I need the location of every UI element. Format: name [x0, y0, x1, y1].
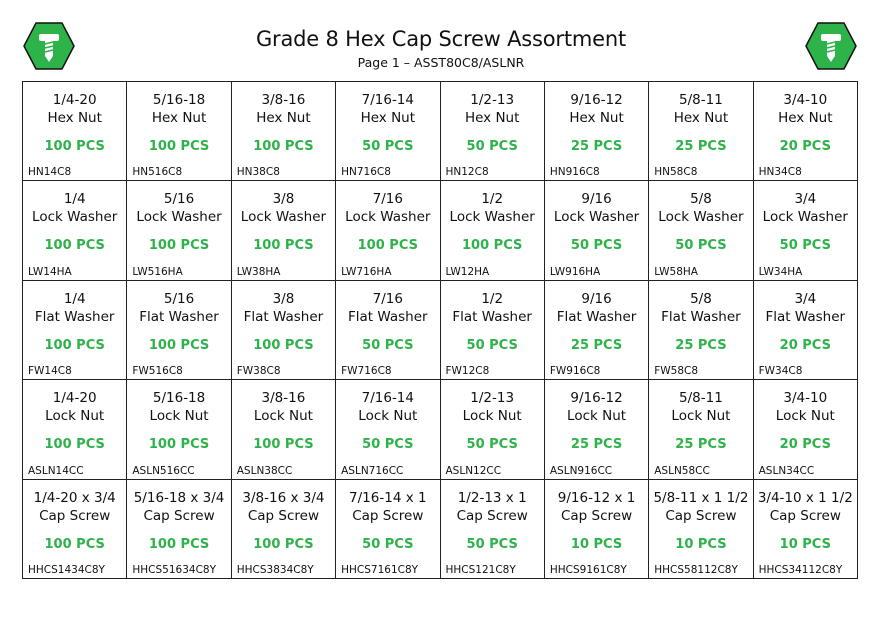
- item-type: Lock Nut: [45, 408, 105, 425]
- item-size: 7/16-14: [361, 390, 414, 407]
- item-code: HHCS58112C8Y: [654, 564, 738, 576]
- item-type: Cap Screw: [247, 507, 320, 524]
- item-size: 9/16: [581, 191, 612, 208]
- item-code: HN14C8: [28, 166, 72, 179]
- item-code: FW34C8: [758, 365, 803, 378]
- item-code: FW516C8: [132, 365, 183, 378]
- item-size: 1/4: [63, 191, 86, 208]
- hex-screw-icon: [805, 22, 857, 70]
- item-size: 3/8: [272, 191, 295, 208]
- grid-cell: [23, 480, 127, 579]
- item-quantity: 100 PCS: [253, 238, 314, 254]
- grid-cell: [545, 82, 649, 181]
- item-quantity: 50 PCS: [466, 139, 518, 154]
- grid-cell: [336, 480, 440, 579]
- item-size: 5/8-11: [679, 92, 723, 108]
- item-size: 9/16-12: [570, 390, 623, 407]
- item-code: HHCS7161C8Y: [341, 564, 419, 576]
- item-quantity: 100 PCS: [44, 337, 105, 353]
- grid-cell: [232, 480, 336, 579]
- item-quantity: 50 PCS: [466, 337, 518, 353]
- grid-cell: [441, 480, 545, 579]
- grid-cell: [649, 181, 753, 280]
- item-quantity: 100 PCS: [148, 437, 210, 453]
- item-code: ASLN38CC: [236, 464, 293, 477]
- item-type: Lock Washer: [345, 209, 431, 226]
- item-type: Lock Washer: [658, 209, 744, 226]
- item-quantity: 100 PCS: [148, 238, 210, 254]
- grid-cell: [754, 380, 858, 479]
- assortment-grid: [22, 81, 858, 579]
- item-quantity: 100 PCS: [44, 437, 105, 453]
- item-quantity: 50 PCS: [779, 238, 831, 254]
- item-quantity: 100 PCS: [148, 337, 210, 353]
- item-size: 3/4-10 x 1 1/2: [757, 489, 853, 506]
- item-quantity: 50 PCS: [570, 238, 623, 254]
- item-size: 3/8-16: [261, 390, 306, 407]
- item-size: 5/8-11 x 1 1/2: [653, 489, 749, 506]
- item-code: LW14HA: [28, 265, 72, 278]
- item-size: 5/8: [690, 290, 712, 307]
- item-code: HN38C8: [236, 166, 280, 179]
- item-code: HHCS1434C8Y: [28, 564, 105, 576]
- item-size: 3/4: [794, 191, 817, 208]
- item-size: 9/16-12 x 1: [557, 489, 636, 506]
- item-quantity: 10 PCS: [570, 536, 623, 552]
- item-code: HHCS51634C8Y: [132, 564, 216, 576]
- item-size: 5/16-18: [152, 92, 206, 108]
- item-type: Flat Washer: [34, 308, 115, 325]
- item-quantity: 25 PCS: [570, 437, 623, 453]
- grid-cell: [127, 380, 231, 479]
- item-quantity: 50 PCS: [362, 536, 414, 552]
- item-code: FW14C8: [28, 365, 72, 378]
- item-type: Lock Washer: [553, 209, 640, 226]
- item-quantity: 100 PCS: [253, 337, 314, 353]
- grid-cell: [754, 281, 858, 380]
- grid-cell: [441, 281, 545, 380]
- grid-cell: [23, 380, 127, 479]
- item-quantity: 20 PCS: [779, 437, 831, 453]
- grid-cell: [232, 380, 336, 479]
- item-type: Hex Nut: [47, 110, 102, 126]
- item-type: Lock Nut: [149, 408, 209, 425]
- item-code: LW12HA: [445, 265, 490, 278]
- item-size: 5/8-11: [679, 390, 723, 407]
- item-type: Hex Nut: [151, 110, 207, 126]
- item-quantity: 25 PCS: [675, 437, 727, 453]
- item-type: Lock Nut: [567, 408, 627, 425]
- item-size: 5/16: [163, 290, 195, 307]
- item-type: Lock Nut: [671, 408, 731, 425]
- item-code: FW916C8: [549, 365, 601, 378]
- item-size: 1/2-13: [470, 390, 515, 407]
- item-size: 9/16: [581, 290, 612, 307]
- item-quantity: 25 PCS: [675, 139, 727, 154]
- item-type: Lock Washer: [762, 209, 848, 226]
- item-code: LW58HA: [654, 265, 698, 278]
- item-type: Flat Washer: [661, 308, 741, 325]
- item-type: Cap Screw: [665, 507, 737, 524]
- page-title: Grade 8 Hex Cap Screw Assortment: [255, 27, 627, 51]
- item-type: Hex Nut: [673, 110, 729, 126]
- grid-cell: [441, 181, 545, 280]
- item-code: LW34HA: [758, 265, 803, 278]
- item-type: Cap Screw: [39, 507, 111, 524]
- item-quantity: 100 PCS: [44, 536, 105, 552]
- item-code: HHCS3834C8Y: [236, 564, 314, 576]
- item-type: Lock Washer: [32, 209, 118, 226]
- item-size: 3/4-10: [783, 92, 828, 108]
- item-quantity: 20 PCS: [779, 337, 831, 353]
- grid-cell: [545, 480, 649, 579]
- item-size: 9/16-12: [570, 92, 623, 108]
- grid-cell: [336, 82, 440, 181]
- page-header: [0, 0, 882, 80]
- item-code: ASLN12CC: [445, 464, 502, 477]
- grid-cell: [336, 281, 440, 380]
- item-code: ASLN58CC: [654, 464, 710, 477]
- item-quantity: 100 PCS: [148, 536, 210, 552]
- item-quantity: 100 PCS: [44, 139, 105, 154]
- grid-cell: [127, 181, 231, 280]
- item-type: Flat Washer: [348, 308, 428, 325]
- item-code: HHCS9161C8Y: [549, 564, 627, 576]
- item-code: FW716C8: [341, 365, 392, 378]
- item-size: 5/16-18: [152, 390, 206, 407]
- item-size: 1/2-13: [470, 92, 515, 108]
- item-quantity: 10 PCS: [779, 536, 831, 552]
- item-quantity: 100 PCS: [357, 238, 418, 254]
- item-quantity: 100 PCS: [44, 238, 105, 254]
- item-quantity: 100 PCS: [253, 139, 314, 154]
- grid-cell: [649, 480, 753, 579]
- item-quantity: 100 PCS: [462, 238, 523, 254]
- item-code: HN516C8: [132, 166, 183, 179]
- item-type: Flat Washer: [765, 308, 846, 325]
- item-quantity: 20 PCS: [779, 139, 831, 154]
- item-type: Lock Nut: [358, 408, 418, 425]
- grid-cell: [754, 82, 858, 181]
- item-size: 1/2: [481, 191, 504, 208]
- item-code: HN12C8: [445, 166, 489, 179]
- item-size: 3/8-16: [261, 92, 306, 108]
- grid-cell: [545, 281, 649, 380]
- grid-cell: [232, 281, 336, 380]
- item-size: 7/16: [372, 191, 403, 208]
- item-size: 1/4: [63, 290, 86, 307]
- item-quantity: 50 PCS: [362, 139, 414, 154]
- item-type: Flat Washer: [243, 308, 324, 325]
- item-size: 1/4-20 x 3/4: [33, 489, 116, 506]
- item-code: ASLN716CC: [341, 464, 404, 477]
- item-code: HN916C8: [549, 166, 600, 179]
- item-quantity: 50 PCS: [675, 238, 727, 254]
- item-type: Cap Screw: [352, 507, 424, 524]
- grid-cell: [23, 181, 127, 280]
- item-type: Hex Nut: [569, 110, 624, 126]
- item-type: Lock Nut: [253, 408, 313, 425]
- item-quantity: 25 PCS: [675, 337, 727, 353]
- grid-cell: [649, 281, 753, 380]
- grid-cell: [336, 181, 440, 280]
- grid-cell: [754, 480, 858, 579]
- grid-cell: [232, 181, 336, 280]
- grid-cell: [127, 480, 231, 579]
- item-size: 5/8: [690, 191, 712, 208]
- item-quantity: 100 PCS: [148, 139, 210, 154]
- item-type: Flat Washer: [556, 308, 637, 325]
- item-quantity: 100 PCS: [253, 536, 314, 552]
- item-code: HN716C8: [341, 166, 391, 179]
- item-size: 7/16: [372, 290, 403, 307]
- item-type: Lock Nut: [775, 408, 835, 425]
- grid-cell: [545, 181, 649, 280]
- item-size: 5/16-18 x 3/4: [133, 489, 225, 506]
- item-code: ASLN14CC: [28, 464, 84, 477]
- item-quantity: 50 PCS: [466, 437, 518, 453]
- item-code: HHCS34112C8Y: [758, 564, 843, 576]
- item-quantity: 25 PCS: [570, 139, 623, 154]
- grid-cell: [127, 82, 231, 181]
- item-type: Lock Washer: [136, 209, 222, 226]
- item-type: Lock Nut: [462, 408, 522, 425]
- item-type: Cap Screw: [456, 507, 528, 524]
- item-code: ASLN516CC: [132, 464, 195, 477]
- item-code: LW916HA: [549, 265, 601, 278]
- item-code: LW516HA: [132, 265, 183, 278]
- item-quantity: 25 PCS: [570, 337, 623, 353]
- item-type: Cap Screw: [143, 507, 215, 524]
- grid-cell: [336, 380, 440, 479]
- item-type: Hex Nut: [360, 110, 416, 126]
- grid-cell: [127, 281, 231, 380]
- item-size: 1/2: [481, 290, 504, 307]
- item-size: 7/16-14: [361, 92, 414, 108]
- item-quantity: 50 PCS: [466, 536, 518, 552]
- item-code: LW38HA: [236, 265, 281, 278]
- item-size: 1/4-20: [52, 390, 97, 407]
- grid-cell: [545, 380, 649, 479]
- grid-cell: [441, 380, 545, 479]
- item-code: HN58C8: [654, 166, 698, 179]
- item-type: Hex Nut: [778, 110, 833, 126]
- item-code: HN34C8: [758, 166, 802, 179]
- item-type: Lock Washer: [240, 209, 327, 226]
- item-quantity: 50 PCS: [362, 337, 414, 353]
- item-type: Hex Nut: [464, 110, 520, 126]
- item-code: ASLN34CC: [758, 464, 815, 477]
- item-code: FW58C8: [654, 365, 699, 378]
- item-type: Lock Washer: [449, 209, 535, 226]
- item-size: 1/4-20: [52, 92, 97, 108]
- grid-cell: [649, 82, 753, 181]
- item-code: ASLN916CC: [549, 464, 613, 477]
- item-size: 3/8: [272, 290, 295, 307]
- item-size: 1/2-13 x 1: [457, 489, 527, 506]
- item-quantity: 10 PCS: [675, 536, 727, 552]
- item-type: Cap Screw: [560, 507, 633, 524]
- grid-cell: [23, 281, 127, 380]
- grid-cell: [23, 82, 127, 181]
- item-size: 7/16-14 x 1: [349, 489, 427, 506]
- item-code: LW716HA: [341, 265, 392, 278]
- item-size: 5/16: [163, 191, 195, 208]
- item-type: Flat Washer: [139, 308, 219, 325]
- item-code: FW12C8: [445, 365, 490, 378]
- item-size: 3/4: [794, 290, 817, 307]
- item-quantity: 100 PCS: [253, 437, 314, 453]
- page-subtitle: Page 1 – ASST80C8/ASLNR: [357, 55, 525, 70]
- item-code: HHCS121C8Y: [445, 564, 516, 576]
- item-quantity: 50 PCS: [362, 437, 414, 453]
- item-type: Hex Nut: [256, 110, 311, 126]
- item-size: 3/4-10: [783, 390, 828, 407]
- item-type: Cap Screw: [769, 507, 841, 524]
- item-type: Flat Washer: [452, 308, 532, 325]
- item-code: FW38C8: [236, 365, 281, 378]
- grid-cell: [754, 181, 858, 280]
- grid-cell: [649, 380, 753, 479]
- grid-cell: [232, 82, 336, 181]
- item-size: 3/8-16 x 3/4: [242, 489, 325, 506]
- grid-cell: [441, 82, 545, 181]
